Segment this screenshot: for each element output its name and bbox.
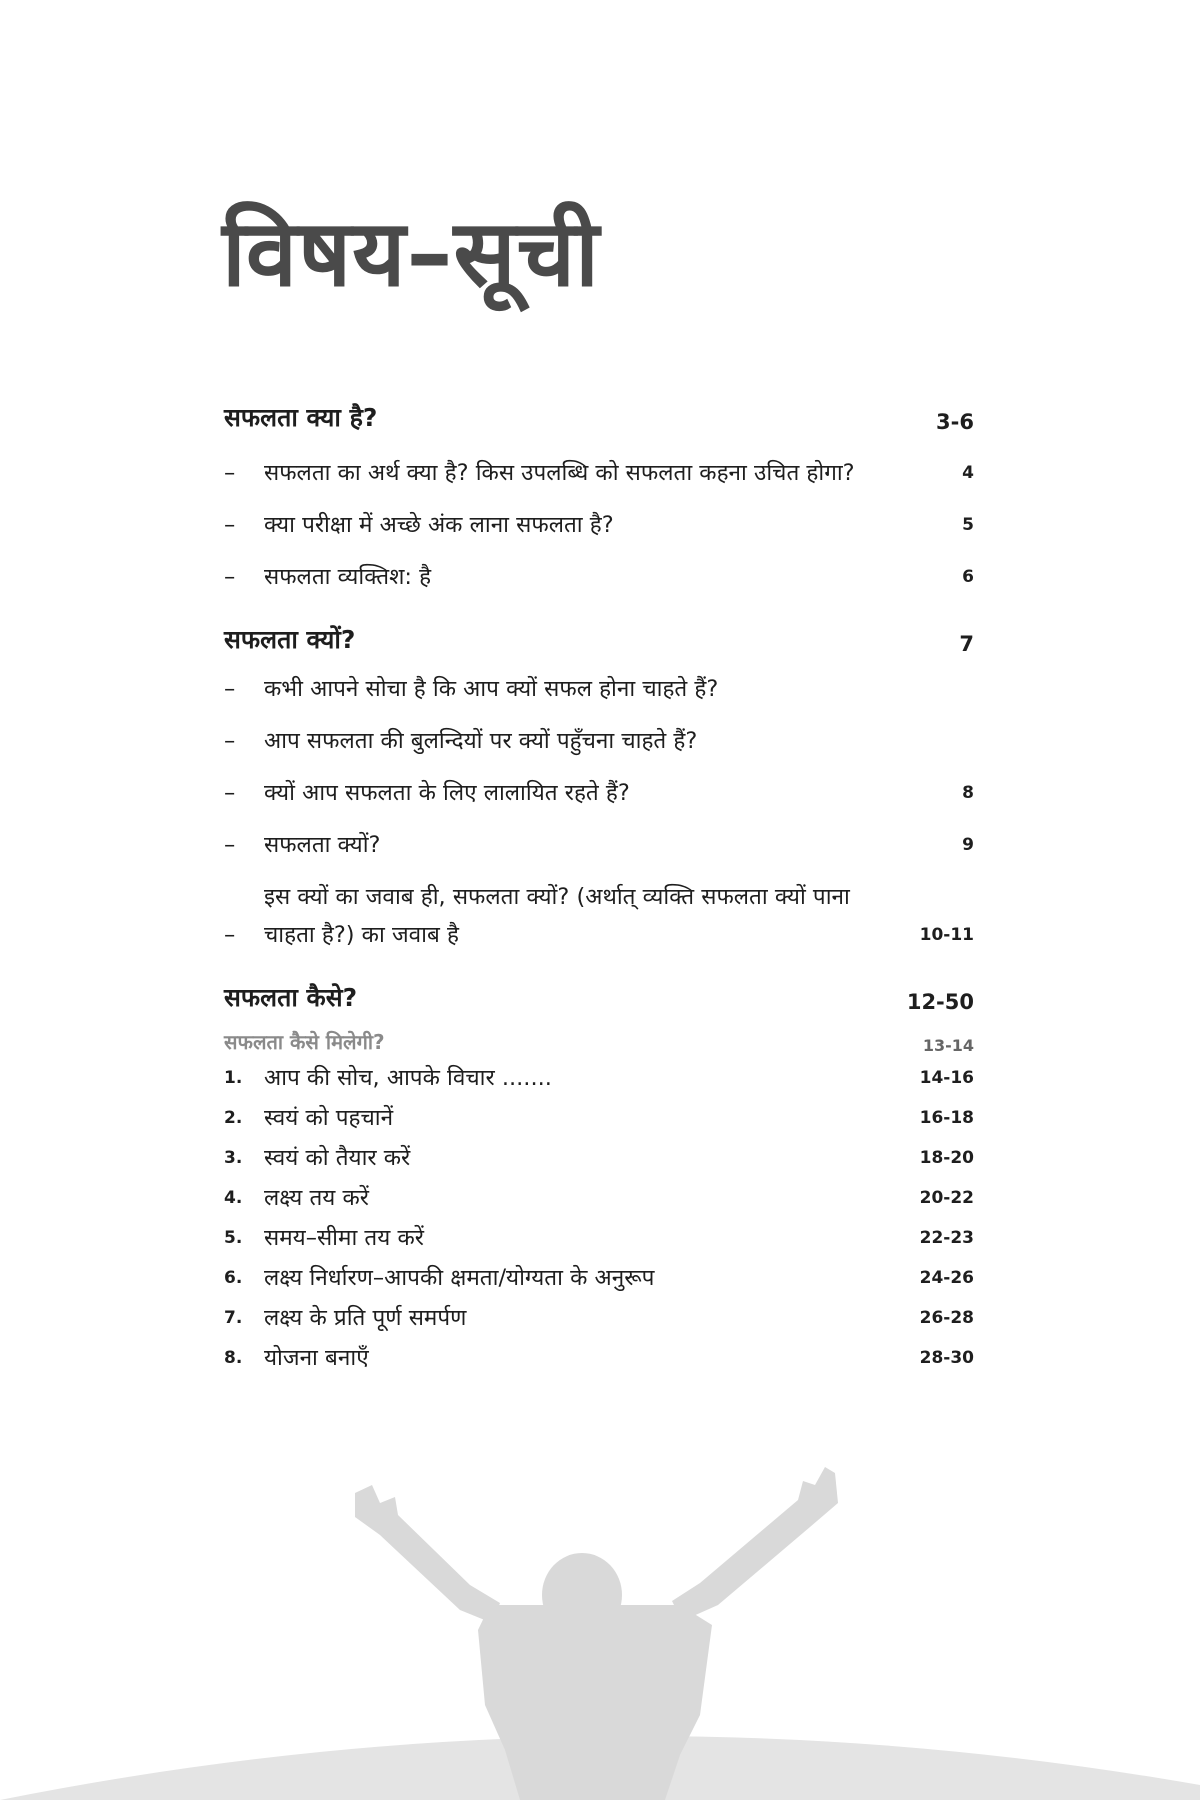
entry-pages: 4 xyxy=(962,463,974,483)
section-title: सफलता कैसे? xyxy=(224,983,358,1012)
entry-text: लक्ष्य निर्धारण–आपकी क्षमता/योग्यता के अनुरूप xyxy=(264,1265,655,1291)
raised-arms-silhouette-illustration xyxy=(0,1455,1200,1800)
toc-entry xyxy=(224,1299,974,1337)
toc-entry xyxy=(224,1059,974,1097)
entry-pages: 5 xyxy=(962,515,974,535)
entry-text: सफलता क्यों? xyxy=(264,832,381,858)
section-heading xyxy=(224,400,974,434)
entry-text: स्वयं को पहचानें xyxy=(264,1105,394,1131)
section-pages: 3-6 xyxy=(936,410,974,434)
toc-entry xyxy=(224,454,974,492)
toc-entry xyxy=(224,774,974,812)
entry-text: लक्ष्य तय करें xyxy=(264,1185,369,1211)
subsection-pages: 13-14 xyxy=(922,1036,974,1055)
section-pages: 7 xyxy=(959,632,974,656)
entry-number: 7. xyxy=(224,1308,243,1328)
entry-number: 5. xyxy=(224,1228,243,1248)
entry-marker: – xyxy=(224,512,236,538)
toc-entry xyxy=(224,1219,974,1257)
entry-pages: 20-22 xyxy=(919,1188,974,1208)
entry-number: 2. xyxy=(224,1108,243,1128)
entry-marker: – xyxy=(224,460,236,486)
entry-text: योजना बनाएँ xyxy=(264,1345,369,1371)
entry-text: आप सफलता की बुलन्दियों पर क्यों पहुँचना चाहते हैं? xyxy=(264,728,698,754)
entry-pages: 10-11 xyxy=(919,925,974,945)
entry-text: सफलता व्यक्तिश: है xyxy=(264,564,432,590)
toc-entry xyxy=(224,722,974,760)
entry-pages: 9 xyxy=(962,835,974,855)
entry-number: 4. xyxy=(224,1188,243,1208)
entry-number: 3. xyxy=(224,1148,243,1168)
toc-entry xyxy=(224,506,974,544)
section-pages: 12-50 xyxy=(906,990,974,1014)
toc-entry xyxy=(224,1179,974,1217)
toc-entry xyxy=(224,878,974,954)
entry-pages: 8 xyxy=(962,783,974,803)
entry-pages: 6 xyxy=(962,567,974,587)
entry-text: इस क्यों का जवाब ही, सफलता क्यों? (अर्थात् व्यक्ति सफलता क्यों पाना चाहता है?) का जवाब है xyxy=(264,884,850,948)
entry-pages: 18-20 xyxy=(919,1148,974,1168)
section-title: सफलता क्यों? xyxy=(224,625,356,654)
toc-entry xyxy=(224,1259,974,1297)
entry-text: क्या परीक्षा में अच्छे अंक लाना सफलता है? xyxy=(264,512,614,538)
entry-text: क्यों आप सफलता के लिए लालायित रहते हैं? xyxy=(264,780,630,806)
entry-marker: – xyxy=(224,780,236,806)
entry-pages: 16-18 xyxy=(919,1108,974,1128)
toc-entry xyxy=(224,1339,974,1377)
toc-entry xyxy=(224,826,974,864)
section-heading xyxy=(224,980,974,1014)
subsection-heading xyxy=(224,1028,974,1055)
entry-number: 6. xyxy=(224,1268,243,1288)
entry-number: 8. xyxy=(224,1348,243,1368)
table-of-contents xyxy=(224,400,974,1377)
entry-pages: 14-16 xyxy=(919,1068,974,1088)
toc-entry xyxy=(224,1099,974,1137)
entry-marker: – xyxy=(224,564,236,590)
entry-marker: – xyxy=(224,676,236,702)
entry-marker: – xyxy=(224,832,236,858)
toc-entry xyxy=(224,670,974,708)
entry-text: स्वयं को तैयार करें xyxy=(264,1145,411,1171)
toc-entry xyxy=(224,1139,974,1177)
entry-pages: 28-30 xyxy=(919,1348,974,1368)
page-title: विषय–सूची xyxy=(222,200,600,307)
entry-marker: – xyxy=(224,922,236,948)
entry-text: समय–सीमा तय करें xyxy=(264,1225,424,1251)
entry-number: 1. xyxy=(224,1068,243,1088)
entry-text: आप की सोच, आपके विचार ....... xyxy=(264,1065,552,1091)
subsection-title: सफलता कैसे मिलेगी? xyxy=(224,1030,385,1054)
entry-pages: 26-28 xyxy=(919,1308,974,1328)
entry-text: कभी आपने सोचा है कि आप क्यों सफल होना चाहते हैं? xyxy=(264,676,719,702)
section-heading xyxy=(224,622,974,656)
entry-text: सफलता का अर्थ क्या है? किस उपलब्धि को सफलता कहना उचित होगा? xyxy=(264,460,855,486)
section-title: सफलता क्या है? xyxy=(224,403,378,432)
entry-marker: – xyxy=(224,728,236,754)
toc-entry xyxy=(224,558,974,596)
entry-pages: 24-26 xyxy=(919,1268,974,1288)
entry-pages: 22-23 xyxy=(919,1228,974,1248)
entry-text: लक्ष्य के प्रति पूर्ण समर्पण xyxy=(264,1305,467,1331)
